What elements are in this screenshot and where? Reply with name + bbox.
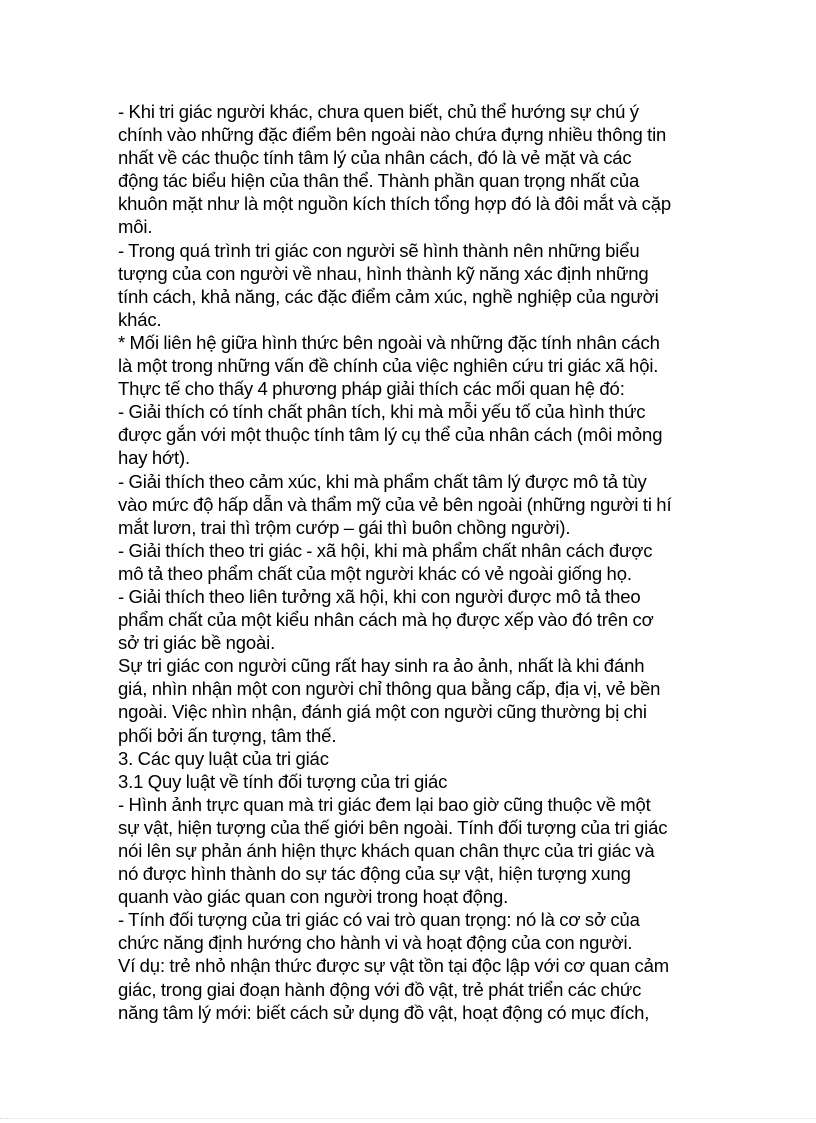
page-bottom-edge bbox=[0, 1118, 816, 1119]
text-line: nó được hình thành do sự tác động của sự vật, hiện tượng xung bbox=[118, 863, 631, 885]
text-line: phối bởi ấn tượng, tâm thế. bbox=[118, 724, 337, 746]
text-line: khuôn mặt như là một nguồn kích thích tổng hợp đó là đôi mắt và cặp bbox=[118, 193, 672, 215]
text-line: động tác biểu hiện của thân thể. Thành phần quan trọng nhất của bbox=[118, 170, 640, 192]
text-line: - Giải thích theo tri giác - xã hội, khi mà phẩm chất nhân cách được bbox=[118, 539, 653, 561]
text-line: - Hình ảnh trực quan mà tri giác đem lại bao giờ cũng thuộc về một bbox=[118, 793, 651, 815]
text-line: là một trong những vấn đề chính của việc nghiên cứu tri giác xã hội. bbox=[118, 355, 659, 377]
document-body bbox=[118, 100, 718, 1024]
text-line: quanh vào giác quan con người trong hoạt động. bbox=[118, 886, 509, 908]
text-line: chính vào những đặc điểm bên ngoài nào chứa đựng nhiều thông tin bbox=[118, 124, 667, 146]
text-line: - Tính đối tượng của tri giác có vai trò quan trọng: nó là cơ sở của bbox=[118, 909, 640, 931]
text-line: chức năng định hướng cho hành vi và hoạt động của con người. bbox=[118, 932, 633, 954]
text-line: Ví dụ: trẻ nhỏ nhận thức được sự vật tồn tại độc lập với cơ quan cảm bbox=[118, 955, 670, 977]
text-line: giác, trong giai đoạn hành động với đồ vật, trẻ phát triển các chức bbox=[118, 978, 642, 1000]
text-line: Sự tri giác con người cũng rất hay sinh ra ảo ảnh, nhất là khi đánh bbox=[118, 655, 645, 677]
text-line: mắt lươn, trai thì trộm cướp – gái thì buôn chồng người). bbox=[118, 516, 571, 538]
text-line: môi. bbox=[118, 216, 153, 238]
text-line: 3. Các quy luật của tri giác bbox=[118, 747, 329, 769]
text-line: nói lên sự phản ánh hiện thực khách quan chân thực của tri giác và bbox=[118, 840, 655, 861]
text-line: được gắn với một thuộc tính tâm lý cụ thể của nhân cách (môi mỏng bbox=[118, 424, 663, 446]
text-line: năng tâm lý mới: biết cách sử dụng đồ vật, hoạt động có mục đích, bbox=[118, 1001, 650, 1023]
text-line: - Giải thích theo cảm xúc, khi mà phẩm chất tâm lý được mô tả tùy bbox=[118, 470, 647, 492]
text-line: sự vật, hiện tượng của thế giới bên ngoài. Tính đối tượng của tri giác bbox=[118, 816, 668, 838]
text-line: mô tả theo phẩm chất của một người khác có vẻ ngoài giống họ. bbox=[118, 562, 632, 584]
text-line: phẩm chất của một kiểu nhân cách mà họ được xếp vào đó trên cơ bbox=[118, 609, 654, 631]
text-line: khác. bbox=[118, 308, 162, 330]
text-line: * Mối liên hệ giữa hình thức bên ngoài và những đặc tính nhân cách bbox=[118, 331, 660, 353]
text-line: - Trong quá trình tri giác con người sẽ hình thành nên những biểu bbox=[118, 239, 640, 261]
text-line: sở tri giác bề ngoài. bbox=[118, 632, 276, 654]
text-line: vào mức độ hấp dẫn và thẩm mỹ của vẻ bên ngoài (những người ti hí bbox=[118, 493, 672, 515]
text-line: - Giải thích có tính chất phân tích, khi mà mỗi yếu tố của hình thức bbox=[118, 401, 646, 423]
text-line: - Giải thích theo liên tưởng xã hội, khi con người được mô tả theo bbox=[118, 585, 641, 607]
text-line: 3.1 Quy luật về tính đối tượng của tri giác bbox=[118, 770, 448, 792]
text-line: giá, nhìn nhận một con người chỉ thông qua bằng cấp, địa vị, vẻ bền bbox=[118, 678, 661, 700]
text-line: tượng của con người về nhau, hình thành kỹ năng xác định những bbox=[118, 262, 649, 284]
text-line: - Khi tri giác người khác, chưa quen biết, chủ thể hướng sự chú ý bbox=[118, 101, 639, 122]
text-line: Thực tế cho thấy 4 phương pháp giải thích các mối quan hệ đó: bbox=[118, 378, 625, 400]
text-line: ngoài. Việc nhìn nhận, đánh giá một con người cũng thường bị chi bbox=[118, 701, 647, 723]
text-line: tính cách, khả năng, các đặc điểm cảm xúc, nghề nghiệp của người bbox=[118, 285, 659, 307]
text-line: nhất về các thuộc tính tâm lý của nhân cách, đó là vẻ mặt và các bbox=[118, 147, 632, 169]
text-line: hay hớt). bbox=[118, 447, 190, 469]
